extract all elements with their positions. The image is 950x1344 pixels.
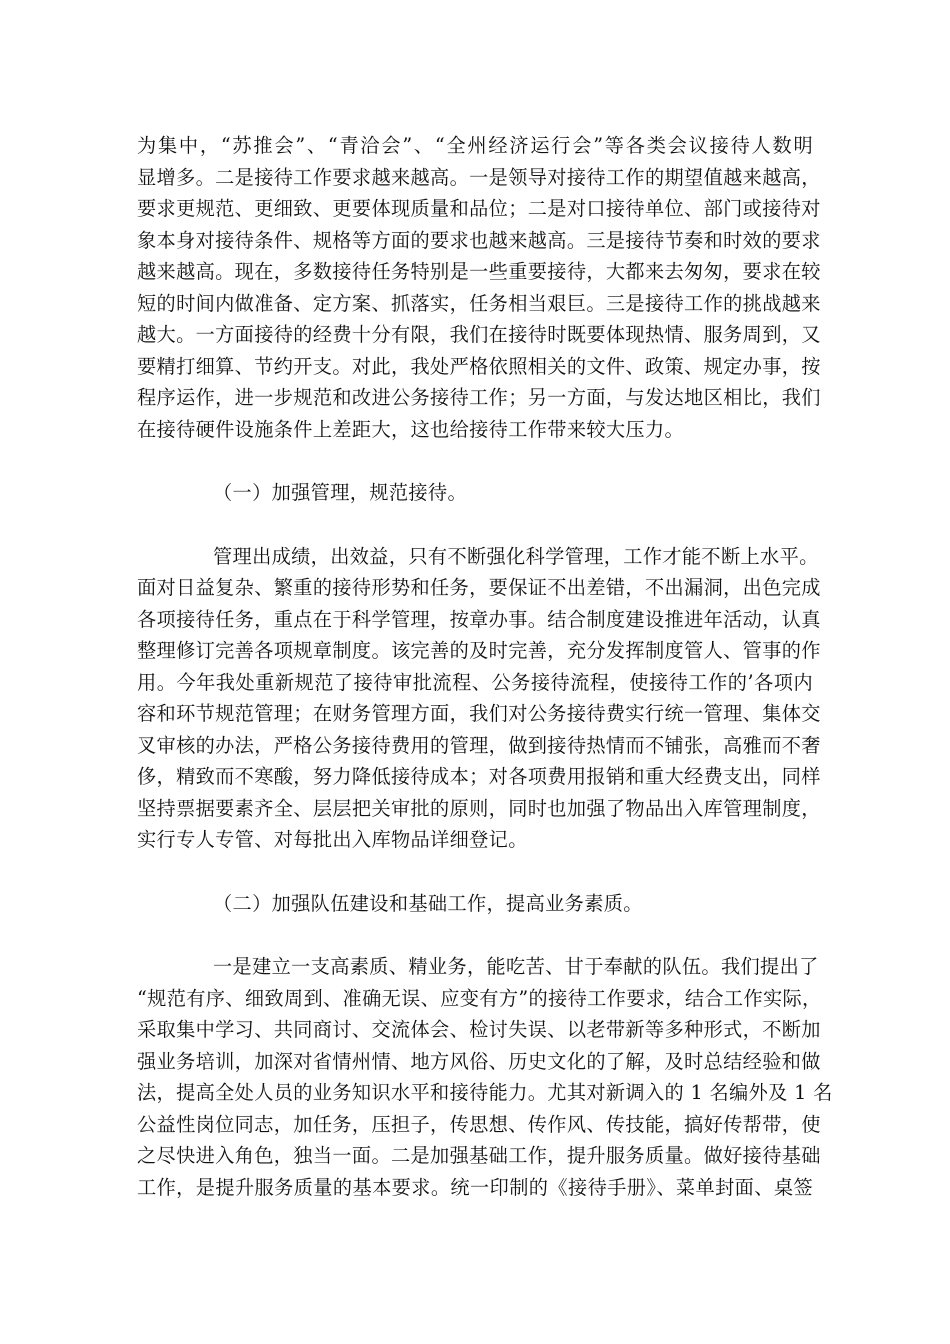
- paragraph-line: 采取集中学习、共同商讨、交流体会、检讨失误、以老带新等多种形式，不断加: [137, 1018, 821, 1041]
- paragraph-line: 侈，精致而不寒酸，努力降低接待成本；对各项费用报销和重大经费支出，同样: [137, 765, 821, 788]
- paragraph-line: 工作，是提升服务质量的基本要求。统一印制的《接待手册》、菜单封面、桌签: [137, 1175, 813, 1199]
- paragraph-line: 公益性岗位同志，加任务，压担子，传思想、传作风、传技能，搞好传帮带，使: [137, 1112, 821, 1136]
- paragraph-1: [137, 130, 821, 445]
- paragraph-line: 用。今年我处重新规范了接待审批流程、公务接待流程，使接待工作的’各项内: [137, 670, 813, 694]
- paragraph-line: 要精打细算、节约开支。对此，我处严格依照相关的文件、政策、规定办事，按: [137, 354, 821, 378]
- spacer: [137, 445, 813, 477]
- paragraph-line: 为集中，“苏推会”、“青洽会”、“全州经济运行会”等各类会议接待人数明: [137, 134, 813, 157]
- section-heading-2: （二）加强队伍建设和基础工作，提高业务素质。: [213, 891, 643, 915]
- paragraph-line: 强业务培训，加深对省情州情、地方风俗、历史文化的了解，及时总结经验和做: [137, 1049, 821, 1073]
- paragraph-line: “规范有序、细致周到、准确无误、应变有方”的接待工作要求，结合工作实际，: [137, 986, 822, 1010]
- paragraph-line: 管理出成绩，出效益，只有不断强化科学管理，工作才能不断上水平。: [213, 544, 819, 568]
- paragraph-3: [137, 951, 833, 1203]
- paragraph-line: 显增多。二是接待工作要求越来越高。一是领导对接待工作的期望值越来越高，: [137, 165, 821, 189]
- paragraph-line: 容和环节规范管理；在财务管理方面，我们对公务接待费实行统一管理、集体交: [137, 702, 821, 725]
- paragraph-line: 在接待硬件设施条件上差距大，这也给接待工作带来较大压力。: [137, 417, 685, 441]
- paragraph-line: 叉审核的办法，严格公务接待费用的管理，做到接待热情而不铺张，高雅而不奢: [137, 733, 821, 757]
- paragraph-line: 要求更规范、更细致、更要体现质量和品位；二是对口接待单位、部门或接待对: [137, 197, 821, 220]
- paragraph-line: 一是建立一支高素质、精业务，能吃苦、甘于奉献的队伍。我们提出了: [213, 955, 819, 978]
- paragraph-line: 象本身对接待条件、规格等方面的要求也越来越高。三是接待节奏和时效的要求: [137, 228, 821, 252]
- spacer: [137, 856, 813, 888]
- paragraph-line: 程序运作，进一步规范和改进公务接待工作；另一方面，与发达地区相比，我们: [137, 386, 821, 409]
- paragraph-line: 法，提高全处人员的业务知识水平和接待能力。尤其对新调入的 1 名编外及 1 名: [137, 1081, 833, 1104]
- paragraph-line: 越来越高。现在，多数接待任务特别是一些重要接待，大都来去匆匆，要求在较: [137, 260, 821, 283]
- spacer: [137, 509, 813, 541]
- section-heading-1: （一）加强管理，规范接待。: [213, 481, 467, 504]
- paragraph-line: 整理修订完善各项规章制度。该完善的及时完善，充分发挥制度管人、管事的作: [137, 639, 821, 662]
- paragraph-line: 短的时间内做准备、定方案、抓落实，任务相当艰巨。三是接待工作的挑战越来: [137, 291, 821, 315]
- paragraph-line: 之尽快进入角色，独当一面。二是加强基础工作，提升服务质量。做好接待基础: [137, 1144, 821, 1167]
- paragraph-line: 实行专人专管、对每批出入库物品详细登记。: [137, 828, 528, 851]
- paragraph-2: [137, 541, 821, 856]
- paragraph-line: 面对日益复杂、繁重的接待形势和任务，要保证不出差错，不出漏洞，出色完成: [137, 576, 821, 599]
- paragraph-line: 坚持票据要素齐全、层层把关审批的原则，同时也加强了物品出入库管理制度，: [137, 796, 821, 820]
- document-page: [137, 130, 833, 1203]
- paragraph-line: 各项接待任务，重点在于科学管理，按章办事。结合制度建设推进年活动，认真: [137, 607, 821, 631]
- spacer: [137, 919, 813, 951]
- paragraph-line: 越大。一方面接待的经费十分有限，我们在接待时既要体现热情、服务周到，又: [137, 323, 821, 346]
